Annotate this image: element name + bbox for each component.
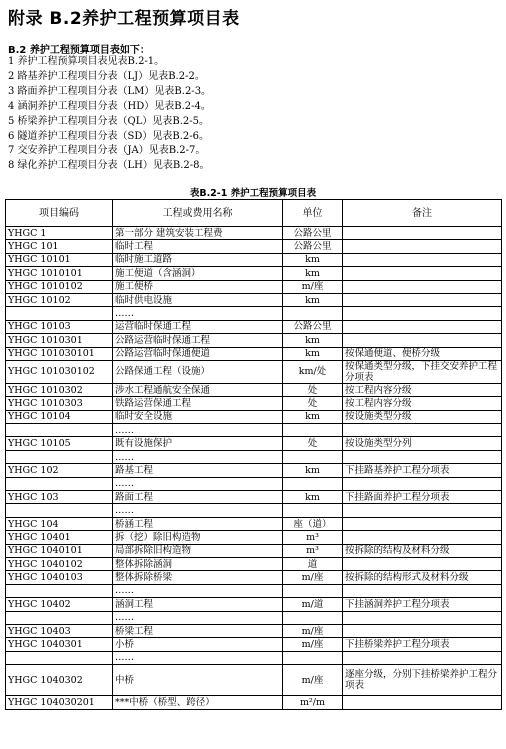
cell-remark	[343, 651, 502, 664]
table-row	[6, 397, 502, 410]
cell-name: 运营临时保通工程	[113, 320, 283, 333]
cell-remark	[343, 504, 502, 517]
cell-remark	[343, 531, 502, 544]
cell-name: ……	[113, 504, 283, 517]
cell-name: 既有设施保护	[113, 437, 283, 450]
cell-unit: m/座	[283, 638, 343, 651]
cell-code	[6, 504, 113, 517]
cell-unit: km	[283, 253, 343, 266]
col-header-unit: 单位	[283, 200, 343, 227]
cell-name: 公路保通工程（设施）	[113, 360, 283, 383]
intro-item: 8 绿化养护工程项目分表（LH）见表B.2-8。	[8, 160, 210, 172]
cell-unit: m²/m	[283, 696, 343, 709]
table-row	[6, 227, 502, 240]
cell-unit	[283, 584, 343, 597]
cell-name: 整体拆除涵洞	[113, 557, 283, 570]
cell-name: 施工便桥	[113, 280, 283, 293]
cell-unit	[283, 307, 343, 320]
cell-code: YHGC 101030102	[6, 360, 113, 383]
cell-remark: 下挂涵洞养护工程分项表	[343, 598, 502, 611]
cell-code: YHGC 10403	[6, 624, 113, 637]
cell-code: YHGC 1040102	[6, 557, 113, 570]
cell-unit: 座（道）	[283, 517, 343, 530]
cell-code: YHGC 10103	[6, 320, 113, 333]
cell-remark	[343, 624, 502, 637]
cell-name: 临时安全设施	[113, 410, 283, 423]
cell-name: ***中桥（桥型、跨径）	[113, 696, 283, 709]
cell-remark	[343, 424, 502, 437]
cell-remark	[343, 334, 502, 347]
table-row	[6, 334, 502, 347]
cell-remark	[343, 450, 502, 463]
cell-name: ……	[113, 424, 283, 437]
cell-name: 小桥	[113, 638, 283, 651]
cell-remark	[343, 267, 502, 280]
table-row	[6, 517, 502, 530]
section-heading: B.2 养护工程预算项目表如下：	[8, 45, 150, 56]
cell-code	[6, 477, 113, 490]
table-row	[6, 320, 502, 333]
cell-name: 涵洞工程	[113, 598, 283, 611]
intro-list	[8, 55, 211, 174]
cell-unit: km	[283, 334, 343, 347]
cell-name: 临时施工道路	[113, 253, 283, 266]
col-header-code: 项目编码	[6, 200, 113, 227]
cell-remark	[343, 240, 502, 253]
cell-remark: 按设施类型分列	[343, 437, 502, 450]
table-row	[6, 557, 502, 570]
cell-code: YHGC 10102	[6, 293, 113, 306]
table-row	[6, 424, 502, 437]
table-row	[6, 253, 502, 266]
cell-code: YHGC 1	[6, 227, 113, 240]
cell-name: 整体拆除桥梁	[113, 571, 283, 584]
cell-code: YHGC 10104	[6, 410, 113, 423]
table-body	[6, 227, 502, 710]
cell-unit: km/处	[283, 360, 343, 383]
cell-name: ……	[113, 584, 283, 597]
cell-remark	[343, 557, 502, 570]
table-row	[6, 450, 502, 463]
table-row	[6, 598, 502, 611]
page-title: 附录 B.2养护工程预算项目表	[8, 9, 240, 29]
cell-name: 路基工程	[113, 464, 283, 477]
cell-code: YHGC 1010301	[6, 334, 113, 347]
cell-unit: m/座	[283, 624, 343, 637]
cell-unit: m/座	[283, 665, 343, 696]
cell-remark	[343, 320, 502, 333]
cell-remark: 下挂路面养护工程分项表	[343, 491, 502, 504]
cell-code: YHGC 1040302	[6, 665, 113, 696]
cell-name: ……	[113, 450, 283, 463]
table-row	[6, 651, 502, 664]
col-header-remark: 备注	[343, 200, 502, 227]
cell-remark: 按设施类型分级	[343, 410, 502, 423]
table-row	[6, 410, 502, 423]
cell-remark	[343, 696, 502, 709]
cell-name: 临时工程	[113, 240, 283, 253]
cell-code	[6, 450, 113, 463]
cell-unit: 道	[283, 557, 343, 570]
table-row	[6, 624, 502, 637]
cell-name: ……	[113, 611, 283, 624]
cell-code: YHGC 1010101	[6, 267, 113, 280]
intro-item: 1 养护工程预算项目表见表B.2-1。	[8, 56, 165, 67]
cell-unit	[283, 504, 343, 517]
cell-unit: 公路公里	[283, 320, 343, 333]
table-row	[6, 437, 502, 450]
cell-name: 涉水工程通航安全保通	[113, 383, 283, 396]
table-row	[6, 293, 502, 306]
table-row	[6, 477, 502, 490]
cell-code: YHGC 10105	[6, 437, 113, 450]
cell-unit: km	[283, 491, 343, 504]
cell-unit: m³	[283, 544, 343, 557]
cell-unit: m/座	[283, 280, 343, 293]
cell-unit: 处	[283, 437, 343, 450]
cell-code	[6, 307, 113, 320]
table-row	[6, 280, 502, 293]
intro-item: 7 交安养护工程项目分表（JA）见表B.2-7。	[8, 145, 206, 157]
cell-remark	[343, 227, 502, 240]
cell-unit	[283, 651, 343, 664]
table-row	[6, 638, 502, 651]
cell-unit	[283, 477, 343, 490]
cell-code: YHGC 101	[6, 240, 113, 253]
cell-remark	[343, 307, 502, 320]
cell-remark: 按保通便道、便桥分级	[343, 347, 502, 360]
cell-unit: m³	[283, 531, 343, 544]
table-row	[6, 696, 502, 709]
table-row	[6, 307, 502, 320]
cell-name: 桥涵工程	[113, 517, 283, 530]
cell-unit: 处	[283, 397, 343, 410]
intro-item: 6 隧道养护工程项目分表（SD）见表B.2-6。	[8, 130, 210, 142]
intro-item: 2 路基养护工程项目分表（LJ）见表B.2-2。	[8, 70, 205, 82]
cell-remark: 下挂路基养护工程分项表	[343, 464, 502, 477]
cell-remark	[343, 280, 502, 293]
cell-name: ……	[113, 651, 283, 664]
cell-unit: 公路公里	[283, 227, 343, 240]
cell-name: 路面工程	[113, 491, 283, 504]
cell-name: ……	[113, 307, 283, 320]
table-row	[6, 571, 502, 584]
table-row	[6, 267, 502, 280]
budget-item-table	[5, 199, 502, 710]
cell-name: 局部拆除旧构造物	[113, 544, 283, 557]
cell-name: 临时供电设施	[113, 293, 283, 306]
cell-name: 公路运营临时保通便道	[113, 347, 283, 360]
cell-code	[6, 651, 113, 664]
cell-name: 桥梁工程	[113, 624, 283, 637]
table-row	[6, 491, 502, 504]
cell-code: YHGC 1010303	[6, 397, 113, 410]
table-row	[6, 611, 502, 624]
cell-unit: km	[283, 410, 343, 423]
col-header-name: 工程或费用名称	[113, 200, 283, 227]
cell-unit	[283, 611, 343, 624]
cell-code: YHGC 1040103	[6, 571, 113, 584]
table-header-row	[6, 200, 502, 227]
cell-unit: km	[283, 293, 343, 306]
cell-remark	[343, 517, 502, 530]
cell-unit: km	[283, 347, 343, 360]
cell-unit: km	[283, 267, 343, 280]
cell-code: YHGC 1040301	[6, 638, 113, 651]
table-row	[6, 464, 502, 477]
cell-remark	[343, 293, 502, 306]
table-row	[6, 531, 502, 544]
cell-name: 拆（挖）除旧构造物	[113, 531, 283, 544]
table-row	[6, 240, 502, 253]
table-row	[6, 584, 502, 597]
cell-code: YHGC 104030201	[6, 696, 113, 709]
cell-unit	[283, 450, 343, 463]
cell-code: YHGC 10402	[6, 598, 113, 611]
cell-remark	[343, 611, 502, 624]
cell-unit: 公路公里	[283, 240, 343, 253]
cell-remark	[343, 584, 502, 597]
cell-remark: 按保通类型分级，下挂交安养护工程分项表	[343, 360, 502, 383]
cell-unit: m/道	[283, 598, 343, 611]
cell-code	[6, 584, 113, 597]
intro-item: 5 桥梁养护工程项目分表（QL）见表B.2-5。	[8, 115, 210, 127]
intro-item: 4 涵洞养护工程项目分表（HD）见表B.2-4。	[8, 100, 211, 112]
cell-unit: m/座	[283, 571, 343, 584]
table-row	[6, 544, 502, 557]
cell-code	[6, 611, 113, 624]
cell-name: 中桥	[113, 665, 283, 696]
table-row	[6, 665, 502, 696]
cell-remark	[343, 253, 502, 266]
cell-name: 施工便道（含涵洞）	[113, 267, 283, 280]
cell-remark: 按拆除的结构形式及材料分级	[343, 571, 502, 584]
cell-code: YHGC 103	[6, 491, 113, 504]
cell-code: YHGC 10401	[6, 531, 113, 544]
cell-name: 铁路运营保通工程	[113, 397, 283, 410]
cell-remark: 逐座分级，分别下挂桥梁养护工程分项表	[343, 665, 502, 696]
cell-name: ……	[113, 477, 283, 490]
cell-unit: km	[283, 464, 343, 477]
cell-remark	[343, 477, 502, 490]
cell-code: YHGC 10101	[6, 253, 113, 266]
table-row	[6, 504, 502, 517]
cell-code: YHGC 1010102	[6, 280, 113, 293]
cell-unit	[283, 424, 343, 437]
cell-code: YHGC 102	[6, 464, 113, 477]
cell-remark: 按拆除的结构及材料分级	[343, 544, 502, 557]
cell-name: 公路运营临时保通工程	[113, 334, 283, 347]
table-row	[6, 347, 502, 360]
cell-code: YHGC 104	[6, 517, 113, 530]
cell-unit: 处	[283, 383, 343, 396]
intro-item: 3 路面养护工程项目分表（LM）见表B.2-3。	[8, 85, 212, 97]
cell-remark: 按工程内容分级	[343, 397, 502, 410]
cell-name: 第一部分 建筑安装工程费	[113, 227, 283, 240]
cell-remark: 按工程内容分级	[343, 383, 502, 396]
table-row	[6, 360, 502, 383]
cell-code	[6, 424, 113, 437]
cell-code: YHGC 1040101	[6, 544, 113, 557]
table-row	[6, 383, 502, 396]
cell-remark: 下挂桥梁养护工程分项表	[343, 638, 502, 651]
cell-code: YHGC 1010302	[6, 383, 113, 396]
cell-code: YHGC 101030101	[6, 347, 113, 360]
table-caption: 表B.2-1 养护工程预算项目表	[189, 188, 317, 199]
